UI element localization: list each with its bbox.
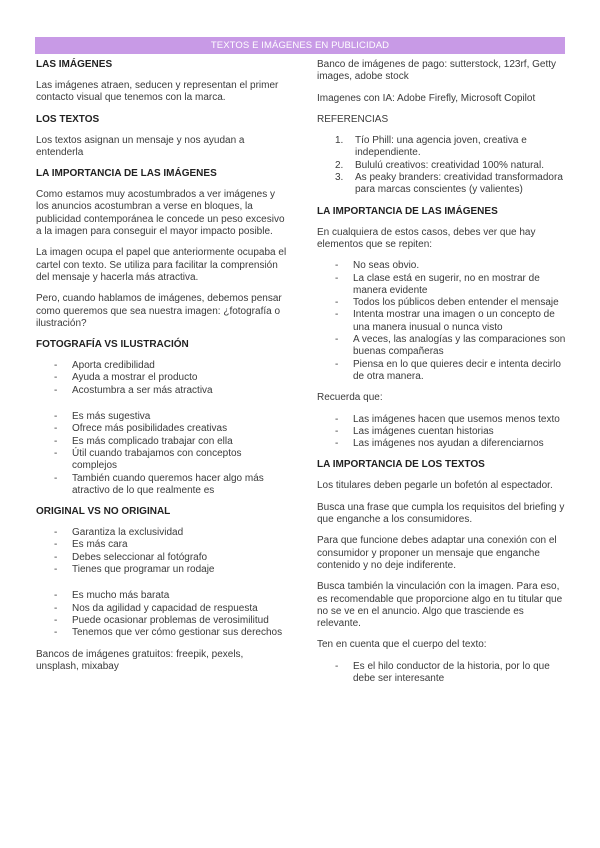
list-item: - Todos los públicos deben entender el mensaje [317, 297, 569, 309]
list-number: 1. [335, 135, 344, 147]
paragraph: Como estamos muy acostumbrados a ver imágenes y los anuncios acostumbran a verse en bloques, la publicidad contemporánea le concede un peso excesivo a la imagen para conseguir el mayor impacto posible. [36, 189, 285, 238]
list-item: - Piensa en lo que quieres decir e intenta decirlo de otra manera. [317, 359, 569, 384]
page-title: TEXTOS E IMÁGENES EN PUBLICIDAD [35, 37, 565, 54]
list-item: - Aporta credibilidad [36, 360, 288, 372]
list-text: Tío Phill: una agencia joven, creativa e independiente. [355, 135, 527, 159]
bullet-list [36, 411, 288, 497]
section-heading: LAS IMÁGENES [36, 59, 113, 70]
paragraph: Banco de imágenes de pago: sutterstock, 123rf, Getty images, adobe stock [317, 59, 557, 83]
right-column [317, 59, 569, 694]
section-heading: LOS TEXTOS [36, 113, 100, 125]
list-item [317, 135, 569, 160]
list-item: - Nos da agilidad y capacidad de respuesta [36, 603, 288, 615]
bullet-list [317, 414, 569, 451]
bullet-list [36, 590, 288, 639]
list-item: - Ofrece más posibilidades creativas [36, 423, 288, 435]
list-item: - La clase está en sugerir, no en mostrar de manera evidente [317, 273, 569, 298]
references-list [317, 135, 569, 196]
references-heading: REFERENCIAS [317, 113, 389, 125]
paragraph: Bancos de imágenes gratuitos: freepik, pexels, unsplash, mixabay [36, 648, 244, 672]
paragraph: Pero, cuando hablamos de imágenes, debemos pensar como queremos que sea nuestra imagen: ¿fotografía o ilustración? [36, 293, 282, 329]
list-item: - Es más cara [36, 539, 288, 551]
list-item: - A veces, las analogías y las comparaciones son buenas compañeras [317, 334, 569, 359]
list-item: - Las imágenes cuentan historias [317, 426, 569, 438]
paragraph: La imagen ocupa el papel que anteriormente ocupaba el cartel con texto. Se utiliza para facilitar la comprensión del mensaje y hacerla más atractiva. [36, 247, 287, 283]
list-item: - Útil cuando trabajamos con conceptos complejos [36, 448, 288, 473]
list-item: - Las imágenes nos ayudan a diferenciarnos [317, 438, 569, 450]
list-item: - Debes seleccionar al fotógrafo [36, 552, 288, 564]
paragraph: Ten en cuenta que el cuerpo del texto: [317, 639, 487, 651]
list-item [317, 160, 569, 172]
list-item: - Las imágenes hacen que usemos menos texto [317, 414, 569, 426]
list-item: - Intenta mostrar una imagen o un concepto de una manera inusual o nunca visto [317, 309, 569, 334]
list-text: Bululú creativos: creatividad 100% natural. [355, 159, 544, 171]
list-item: - Tenemos que ver cómo gestionar sus derechos [36, 627, 288, 639]
list-item: - Puede ocasionar problemas de verosimilitud [36, 615, 288, 627]
paragraph: Las imágenes atraen, seducen y representan el primer contacto visual que tenemos con la marca. [36, 80, 279, 104]
section-heading: FOTOGRAFÍA VS ILUSTRACIÓN [36, 339, 189, 351]
list-item: - Es el hilo conductor de la historia, por lo que debe ser interesante [317, 661, 569, 686]
paragraph: Los titulares deben pegarle un bofetón al espectador. [317, 480, 553, 492]
list-item: - Es mucho más barata [36, 590, 288, 602]
list-item: - Es más sugestiva [36, 411, 288, 423]
bullet-list [317, 661, 569, 686]
section-heading: LA IMPORTANCIA DE LAS IMÁGENES [317, 205, 498, 217]
list-item: - No seas obvio. [317, 260, 569, 272]
paragraph: En cualquiera de estos casos, debes ver que hay elementos que se repiten: [317, 226, 536, 250]
bullet-list [36, 527, 288, 576]
section-heading: ORIGINAL VS NO ORIGINAL [36, 506, 171, 518]
list-item: - Tienes que programar un rodaje [36, 564, 288, 576]
list-text: As peaky branders: creatividad transformadora para marcas conscientes (y valientes) [355, 172, 563, 196]
paragraph: Busca una frase que cumpla los requisitos del briefing y que enganche a los consumidores. [317, 501, 565, 526]
list-item: - Es más complicado trabajar con ella [36, 436, 288, 448]
paragraph: Para que funcione debes adaptar una conexión con el consumidor y proponer un mensaje que enganche contenido y no deje indiferente. [317, 535, 557, 571]
paragraph: Imagenes con IA: Adobe Firefly, Microsoft Copilot [317, 92, 536, 104]
list-item: - Garantiza la exclusividad [36, 527, 288, 539]
list-number: 2. [335, 159, 344, 171]
bullet-list [317, 260, 569, 383]
bullet-list [36, 360, 288, 397]
list-number: 3. [335, 172, 344, 184]
section-heading: LA IMPORTANCIA DE LAS IMÁGENES [36, 168, 217, 180]
paragraph: Busca también la vinculación con la imagen. Para eso, es recomendable que proporcione algo en tu titular que no se ve en el anuncio. Algo que trasciende es relevante. [317, 581, 563, 630]
list-item: - Acostumbra a ser más atractiva [36, 385, 288, 397]
list-item: - También cuando queremos hacer algo más atractivo de lo que realmente es [36, 473, 288, 498]
section-heading: LA IMPORTANCIA DE LOS TEXTOS [317, 459, 485, 471]
list-item [317, 172, 569, 197]
left-column [36, 59, 288, 682]
paragraph: Los textos asignan un mensaje y nos ayudan a entenderla [36, 134, 245, 158]
list-item: - Ayuda a mostrar el producto [36, 372, 288, 384]
paragraph: Recuerda que: [317, 392, 383, 404]
